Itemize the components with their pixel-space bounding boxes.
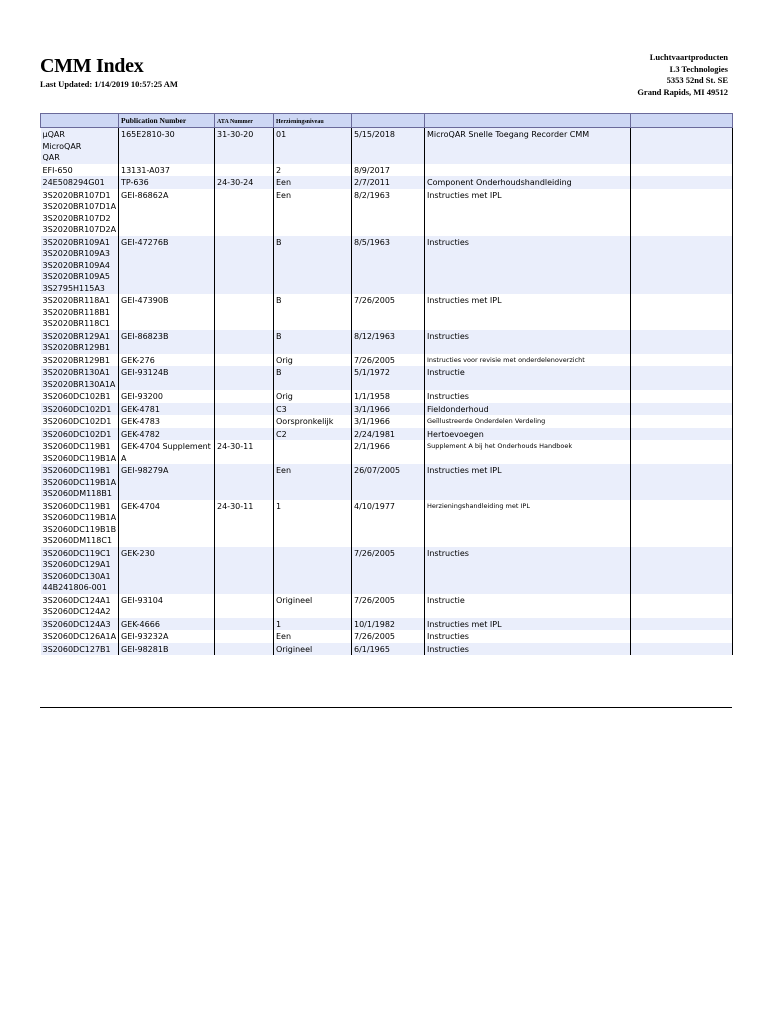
- publication-number-cell: GEK-4704 Supplement A: [119, 440, 215, 464]
- ata-number-cell: [215, 189, 274, 236]
- publication-number-cell: GEI-93232A: [119, 630, 215, 643]
- ata-number-cell: [215, 547, 274, 594]
- ata-number-cell: [215, 366, 274, 390]
- column-header: [631, 114, 733, 128]
- column-header-herzieningsniveau: [274, 114, 352, 128]
- publication-number-cell: GEK-4704: [119, 500, 215, 547]
- publication-number-cell: GEI-93200: [119, 390, 215, 403]
- part-number-cell: 3S2020BR118A1 3S2020BR118B1 3S2020BR118C1: [41, 294, 119, 330]
- publication-number-cell: GEI-86823B: [119, 330, 215, 354]
- revision-level-cell: C3: [274, 403, 352, 416]
- empty-cell: [631, 366, 733, 390]
- publication-number-cell: GEK-4781: [119, 403, 215, 416]
- part-number-cell: 3S2060DC127B1: [41, 643, 119, 656]
- description-cell: Instructies met IPL: [425, 464, 631, 500]
- table-row: [41, 403, 733, 416]
- revision-level-cell: Een: [274, 189, 352, 236]
- date-cell: 3/1/1966: [352, 415, 425, 428]
- part-number-cell: 3S2060DC102B1: [41, 390, 119, 403]
- table-body: [41, 128, 733, 656]
- revision-level-cell: 01: [274, 128, 352, 164]
- date-cell: 7/26/2005: [352, 547, 425, 594]
- date-cell: 4/10/1977: [352, 500, 425, 547]
- table-row: [41, 128, 733, 164]
- part-number-cell: 3S2020BR129B1: [41, 354, 119, 367]
- table-row: [41, 594, 733, 618]
- revision-level-cell: Orig: [274, 390, 352, 403]
- table-row: [41, 390, 733, 403]
- date-cell: 8/12/1963: [352, 330, 425, 354]
- ata-number-cell: [215, 428, 274, 441]
- date-cell: 5/1/1972: [352, 366, 425, 390]
- date-cell: 6/1/1965: [352, 643, 425, 656]
- revision-level-cell: Origineel: [274, 643, 352, 656]
- publication-number-cell: GEK-4782: [119, 428, 215, 441]
- revision-level-cell: Oorspronkelijk: [274, 415, 352, 428]
- description-cell: Geïllustreerde Onderdelen Verdeling: [425, 415, 631, 428]
- description-cell: Instructie: [425, 366, 631, 390]
- address-line: Grand Rapids, MI 49512: [637, 86, 728, 97]
- company-address: [637, 52, 728, 98]
- table-row: [41, 189, 733, 236]
- part-number-cell: EFI-650: [41, 164, 119, 177]
- date-cell: 3/1/1966: [352, 403, 425, 416]
- date-cell: 2/24/1981: [352, 428, 425, 441]
- description-cell: [425, 164, 631, 177]
- ata-number-cell: 24-30-11: [215, 500, 274, 547]
- ata-number-cell: [215, 354, 274, 367]
- part-number-cell: 3S2060DC102D1: [41, 415, 119, 428]
- revision-level-cell: [274, 440, 352, 464]
- table-row: [41, 330, 733, 354]
- table-row: [41, 630, 733, 643]
- date-cell: 7/26/2005: [352, 294, 425, 330]
- empty-cell: [631, 164, 733, 177]
- revision-level-cell: Orig: [274, 354, 352, 367]
- publication-number-cell: GEI-98279A: [119, 464, 215, 500]
- publication-number-cell: GEI-93124B: [119, 366, 215, 390]
- table-row: [41, 428, 733, 441]
- description-cell: Component Onderhoudshandleiding: [425, 176, 631, 189]
- table-row: [41, 643, 733, 656]
- description-cell: Herzieningshandleiding met IPL: [425, 500, 631, 547]
- publication-number-cell: GEK-230: [119, 547, 215, 594]
- revision-level-cell: Een: [274, 630, 352, 643]
- date-cell: 8/9/2017: [352, 164, 425, 177]
- ata-number-cell: [215, 464, 274, 500]
- date-cell: 2/7/2011: [352, 176, 425, 189]
- revision-level-cell: 2: [274, 164, 352, 177]
- revision-level-cell: Een: [274, 464, 352, 500]
- table-row: [41, 236, 733, 295]
- column-header: [352, 114, 425, 128]
- revision-level-cell: 1: [274, 500, 352, 547]
- part-number-cell: 3S2060DC119B1 3S2060DC119B1A 3S2060DM118B1: [41, 464, 119, 500]
- empty-cell: [631, 403, 733, 416]
- publication-number-cell: GEI-98281B: [119, 643, 215, 656]
- revision-level-cell: B: [274, 330, 352, 354]
- description-cell: Instructies voor revisie met onderdelenoverzicht: [425, 354, 631, 367]
- date-cell: 8/2/1963: [352, 189, 425, 236]
- table-row: [41, 500, 733, 547]
- revision-level-cell: Origineel: [274, 594, 352, 618]
- publication-number-cell: GEK-276: [119, 354, 215, 367]
- date-cell: 8/5/1963: [352, 236, 425, 295]
- description-cell: Instructies met IPL: [425, 294, 631, 330]
- description-cell: Instructie: [425, 594, 631, 618]
- revision-level-cell: C2: [274, 428, 352, 441]
- publication-number-cell: TP-636: [119, 176, 215, 189]
- ata-number-cell: [215, 294, 274, 330]
- ata-number-cell: [215, 390, 274, 403]
- column-header-ata-label: ATA Nummer: [217, 119, 253, 125]
- table-header-row: [41, 114, 733, 128]
- ata-number-cell: [215, 594, 274, 618]
- address-line: Luchtvaartproducten: [649, 52, 728, 62]
- table-row: [41, 294, 733, 330]
- description-cell: Supplement A bij het Onderhouds Handboek: [425, 440, 631, 464]
- description-cell: Instructies: [425, 547, 631, 594]
- description-cell: Instructies met IPL: [425, 189, 631, 236]
- empty-cell: [631, 189, 733, 236]
- address-line: L3 Technologies: [669, 63, 728, 74]
- part-number-cell: 3S2060DC119C1 3S2060DC129A1 3S2060DC130A1 44B241806-001: [41, 547, 119, 594]
- part-number-cell: 3S2020BR109A1 3S2020BR109A3 3S2020BR109A4 3S2020BR109A5 3S2795H115A3: [41, 236, 119, 295]
- address-line: 5353 52nd St. SE: [666, 75, 728, 85]
- part-number-cell: 3S2060DC124A1 3S2060DC124A2: [41, 594, 119, 618]
- publication-number-cell: GEI-86862A: [119, 189, 215, 236]
- table-row: [41, 176, 733, 189]
- empty-cell: [631, 428, 733, 441]
- publication-number-cell: GEK-4783: [119, 415, 215, 428]
- last-updated: Last Updated: 1/14/2019 10:57:25 AM: [40, 79, 178, 89]
- publication-number-cell: GEI-47390B: [119, 294, 215, 330]
- empty-cell: [631, 390, 733, 403]
- revision-level-cell: 1: [274, 618, 352, 631]
- date-cell: 7/26/2005: [352, 354, 425, 367]
- description-cell: Hertoevoegen: [425, 428, 631, 441]
- column-header: [41, 114, 119, 128]
- part-number-cell: 3S2020BR130A1 3S2020BR130A1A: [41, 366, 119, 390]
- empty-cell: [631, 440, 733, 464]
- date-cell: 10/1/1982: [352, 618, 425, 631]
- cmm-index-table: [40, 113, 733, 655]
- ata-number-cell: [215, 330, 274, 354]
- ata-number-cell: [215, 164, 274, 177]
- description-cell: Instructies: [425, 630, 631, 643]
- part-number-cell: 3S2060DC126A1A: [41, 630, 119, 643]
- date-cell: 1/1/1958: [352, 390, 425, 403]
- empty-cell: [631, 236, 733, 295]
- bottom-divider: [40, 707, 732, 708]
- part-number-cell: 3S2060DC119B1 3S2060DC119B1A: [41, 440, 119, 464]
- ata-number-cell: [215, 403, 274, 416]
- table-row: [41, 164, 733, 177]
- date-cell: 2/1/1966: [352, 440, 425, 464]
- part-number-cell: 3S2060DC124A3: [41, 618, 119, 631]
- empty-cell: [631, 643, 733, 656]
- part-number-cell: µQAR MicroQAR QAR: [41, 128, 119, 164]
- description-cell: MicroQAR Snelle Toegang Recorder CMM: [425, 128, 631, 164]
- revision-level-cell: Een: [274, 176, 352, 189]
- publication-number-cell: GEK-4666: [119, 618, 215, 631]
- table-row: [41, 464, 733, 500]
- table-row: [41, 415, 733, 428]
- table-row: [41, 440, 733, 464]
- empty-cell: [631, 354, 733, 367]
- description-cell: Instructies met IPL: [425, 618, 631, 631]
- empty-cell: [631, 128, 733, 164]
- publication-number-cell: 13131-A037: [119, 164, 215, 177]
- part-number-cell: 24E508294G01: [41, 176, 119, 189]
- empty-cell: [631, 176, 733, 189]
- ata-number-cell: [215, 630, 274, 643]
- ata-number-cell: [215, 618, 274, 631]
- part-number-cell: 3S2020BR107D1 3S2020BR107D1A 3S2020BR107D2 3S2020BR107D2A: [41, 189, 119, 236]
- part-number-cell: 3S2060DC102D1: [41, 403, 119, 416]
- description-cell: Instructies: [425, 236, 631, 295]
- empty-cell: [631, 294, 733, 330]
- column-header: [425, 114, 631, 128]
- empty-cell: [631, 415, 733, 428]
- empty-cell: [631, 594, 733, 618]
- date-cell: 5/15/2018: [352, 128, 425, 164]
- empty-cell: [631, 630, 733, 643]
- ata-number-cell: [215, 415, 274, 428]
- table-row: [41, 618, 733, 631]
- empty-cell: [631, 547, 733, 594]
- page-title: CMM Index: [40, 55, 144, 77]
- description-cell: Instructies: [425, 330, 631, 354]
- revision-level-cell: B: [274, 294, 352, 330]
- empty-cell: [631, 464, 733, 500]
- date-cell: 7/26/2005: [352, 630, 425, 643]
- date-cell: 7/26/2005: [352, 594, 425, 618]
- empty-cell: [631, 330, 733, 354]
- revision-level-cell: [274, 547, 352, 594]
- description-cell: Instructies: [425, 643, 631, 656]
- publication-number-cell: GEI-93104: [119, 594, 215, 618]
- ata-number-cell: [215, 236, 274, 295]
- ata-number-cell: [215, 643, 274, 656]
- publication-number-cell: 165E2810-30: [119, 128, 215, 164]
- description-cell: Fieldonderhoud: [425, 403, 631, 416]
- empty-cell: [631, 618, 733, 631]
- column-header-publication-number: Publication Number: [119, 114, 215, 128]
- table-row: [41, 366, 733, 390]
- part-number-cell: 3S2060DC102D1: [41, 428, 119, 441]
- table-row: [41, 547, 733, 594]
- table-row: [41, 354, 733, 367]
- empty-cell: [631, 500, 733, 547]
- description-cell: Instructies: [425, 390, 631, 403]
- part-number-cell: 3S2060DC119B1 3S2060DC119B1A 3S2060DC119B1B 3S2060DM118C1: [41, 500, 119, 547]
- column-header-ata-nummer: [215, 114, 274, 128]
- ata-number-cell: 24-30-24: [215, 176, 274, 189]
- ata-number-cell: 24-30-11: [215, 440, 274, 464]
- part-number-cell: 3S2020BR129A1 3S2020BR129B1: [41, 330, 119, 354]
- revision-level-cell: B: [274, 366, 352, 390]
- date-cell: 26/07/2005: [352, 464, 425, 500]
- column-header-revision-label: Herzieningsniveau: [276, 119, 324, 125]
- revision-level-cell: B: [274, 236, 352, 295]
- ata-number-cell: 31-30-20: [215, 128, 274, 164]
- publication-number-cell: GEI-47276B: [119, 236, 215, 295]
